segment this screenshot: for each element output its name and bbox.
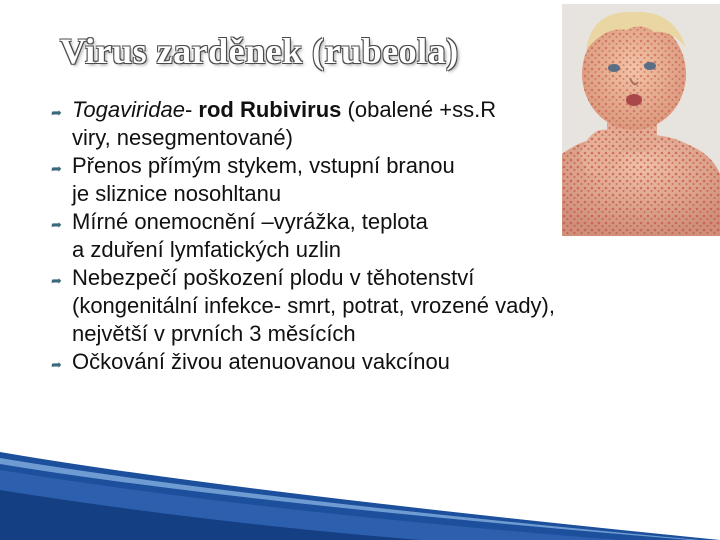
bullet-item <box>52 264 692 348</box>
separator: - <box>184 97 199 122</box>
genus-name: rod Rubivirus <box>198 97 342 122</box>
bullet-text-line2: je sliznice nosohltanu <box>72 181 282 206</box>
bullet-text: (obalené +ss.R <box>341 97 497 122</box>
bullet-arrow-icon: ➦ <box>51 273 62 288</box>
bullet-text-line2: (kongenitální infekce- smrt, potrat, vrozené vady), <box>72 293 555 318</box>
bullet-text-line2: a zduření lymfatických uzlin <box>72 237 341 262</box>
bullet-text: Přenos přímým stykem, vstupní branou <box>72 153 455 178</box>
bullet-arrow-icon: ➦ <box>51 217 62 232</box>
bullet-text: Očkování živou atenuovanou vakcínou <box>72 349 450 374</box>
bullet-item <box>52 208 692 264</box>
slide-title: Virus zarděnek (rubeola) <box>60 31 459 71</box>
bullet-arrow-icon: ➦ <box>51 161 62 176</box>
bullet-item <box>52 348 692 376</box>
bullet-text: Mírné onemocnění –vyrážka, teplota <box>72 209 428 234</box>
family-name: Togaviridae <box>72 97 185 122</box>
bullet-text-line2: viry, nesegmentované) <box>72 125 293 150</box>
bullet-arrow-icon: ➦ <box>51 357 62 372</box>
bullet-item <box>52 96 692 152</box>
bullet-text-line3: největší v prvních 3 měsících <box>72 321 356 346</box>
bullet-arrow-icon: ➦ <box>51 105 62 120</box>
bullet-list <box>52 96 692 376</box>
bullet-item <box>52 152 692 208</box>
decorative-swoosh <box>0 450 720 540</box>
bullet-text: Nebezpečí poškození plodu v těhotenství <box>72 265 475 290</box>
